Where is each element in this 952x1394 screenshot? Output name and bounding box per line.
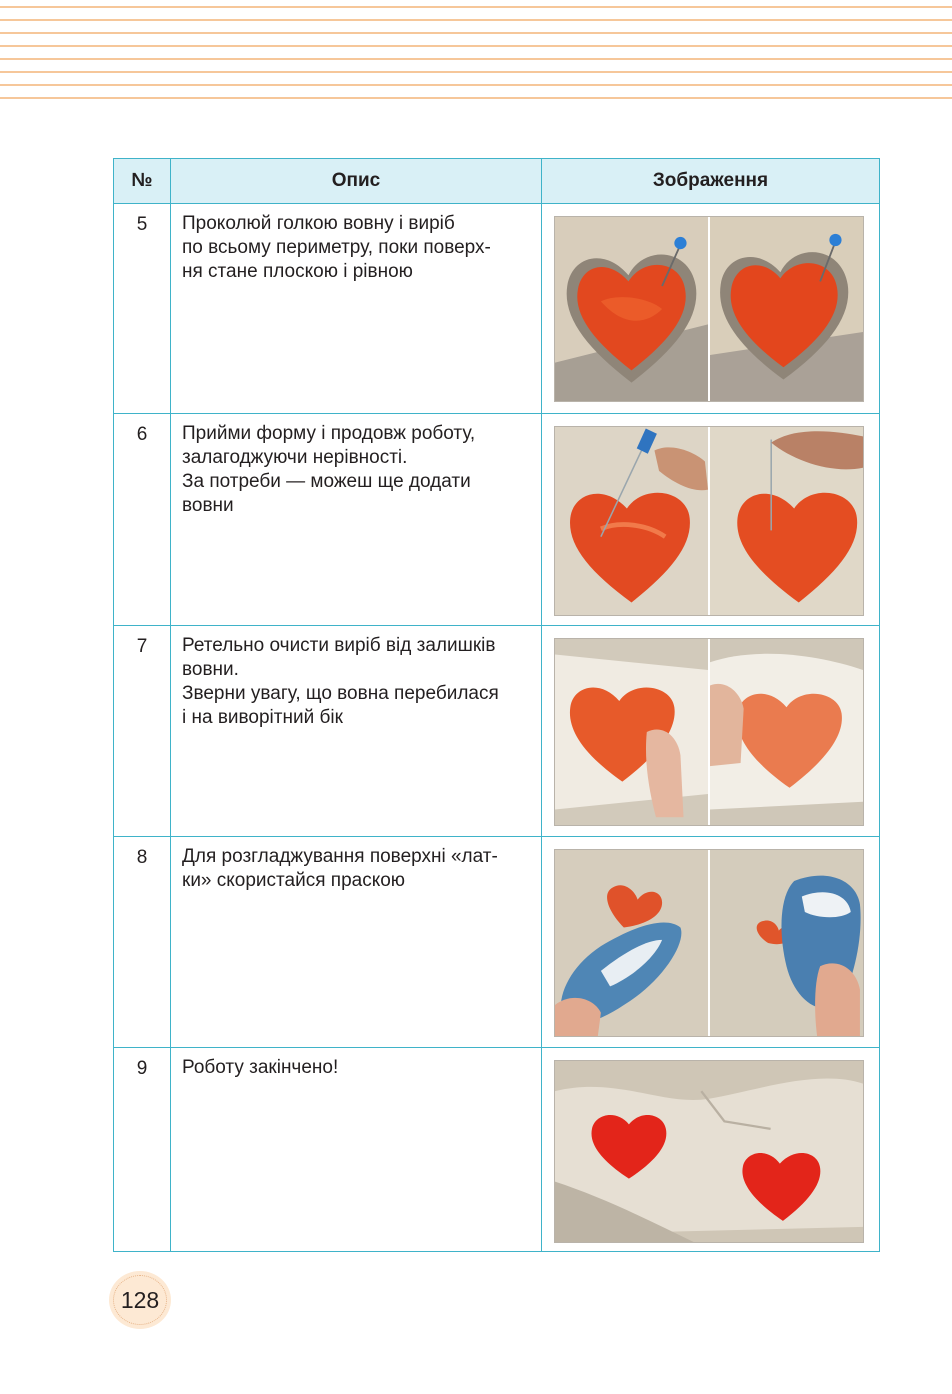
step-number: 7 <box>114 626 171 837</box>
photo-heart-patch-front-and-back <box>554 638 864 826</box>
table-header-row <box>114 159 880 204</box>
step-description <box>171 837 542 1048</box>
description-line: вовни <box>182 495 234 516</box>
step-number: 6 <box>114 414 171 626</box>
header-num: № <box>114 159 171 204</box>
description-line: по всьому периметру, поки поверх- <box>182 237 491 258</box>
description-line: Прийми форму і продовж роботу, <box>182 423 476 444</box>
step-description <box>171 626 542 837</box>
header-image: Зображення <box>542 159 880 204</box>
step-description <box>171 204 542 414</box>
description-line: Зверни увагу, що вовна перебилася <box>182 683 499 704</box>
step-description <box>171 1048 542 1252</box>
description-line: Ретельно очисти виріб від залишків <box>182 635 496 656</box>
table-row <box>114 204 880 414</box>
page-number-badge <box>109 1271 171 1329</box>
step-description <box>171 414 542 626</box>
table-row <box>114 626 880 837</box>
step-number: 5 <box>114 204 171 414</box>
description-line: За потреби — можеш ще додати <box>182 471 471 492</box>
steps-table <box>113 158 880 1252</box>
description-line: Для розгладжування поверхні «лат- <box>182 846 498 867</box>
step-image-cell <box>542 1048 880 1252</box>
description-line: залагоджуючи нерівності. <box>182 447 408 468</box>
table-row <box>114 414 880 626</box>
photo-ironing-the-patch <box>554 849 864 1037</box>
description-line: ня стане плоскою і рівною <box>182 261 413 282</box>
header-description: Опис <box>171 159 542 204</box>
table-row <box>114 837 880 1048</box>
decorative-top-lines <box>0 0 952 110</box>
table-row <box>114 1048 880 1252</box>
description-line: ки» скористайся праскою <box>182 870 406 891</box>
description-line: і на виворітний бік <box>182 707 343 728</box>
step-image-cell <box>542 837 880 1048</box>
step-number: 8 <box>114 837 171 1048</box>
step-image-cell <box>542 626 880 837</box>
photo-finished-heart-patches <box>554 1060 864 1243</box>
step-image-cell <box>542 414 880 626</box>
description-line: Проколюй голкою вовну і виріб <box>182 213 455 234</box>
photo-heart-wool-in-cookie-cutter <box>554 216 864 402</box>
step-image-cell <box>542 204 880 414</box>
description-line: вовни. <box>182 659 239 680</box>
description-line: Роботу закінчено! <box>182 1057 339 1078</box>
page-number: 128 <box>120 1286 160 1313</box>
photo-heart-felting-with-needle <box>554 426 864 616</box>
step-number: 9 <box>114 1048 171 1252</box>
